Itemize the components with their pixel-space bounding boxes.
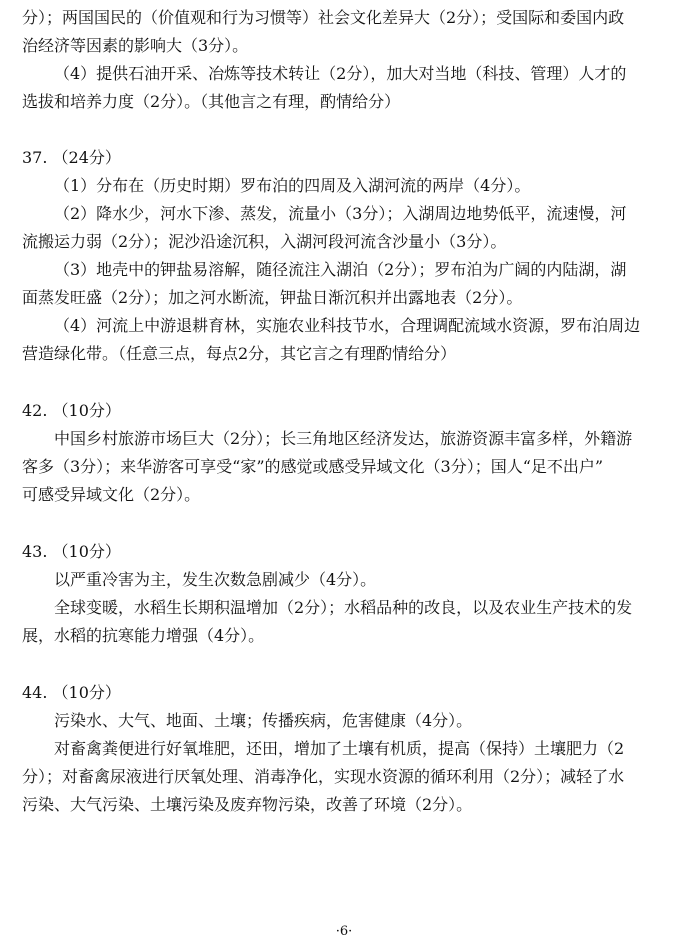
question-heading: 43. （10分） xyxy=(22,542,121,561)
text-line: 对畜禽粪便进行好氧堆肥，还田，增加了土壤有机质，提高（保持）土壤肥力（2 xyxy=(54,739,625,758)
text-line: 中国乡村旅游市场巨大（2分）；长三角地区经济发达，旅游资源丰富多样，外籍游 xyxy=(54,429,633,448)
text-line: （4）提供石油开采、冶炼等技术转让（2分），加大对当地（科技、管理）人才的 xyxy=(54,64,627,83)
text-line: 展，水稻的抗寒能力增强（4分）。 xyxy=(22,626,265,645)
text-line: 客多（3分）；来华游客可享受“家”的感觉或感受异域文化（3分）；国人“足不出户” xyxy=(22,457,604,476)
text-line: 可感受异域文化（2分）。 xyxy=(22,485,201,504)
text-line: 选拔和培养力度（2分）。（其他言之有理，酌情给分） xyxy=(22,92,401,111)
text-line: 流搬运力弱（2分）；泥沙沿途沉积，入湖河段河流含沙量小（3分）。 xyxy=(22,232,507,251)
text-line: 全球变暖，水稻生长期积温增加（2分）；水稻品种的改良，以及农业生产技术的发 xyxy=(54,598,633,617)
text-line: 营造绿化带。（任意三点，每点2分，其它言之有理酌情给分） xyxy=(22,344,457,363)
text-line: （2）降水少，河水下渗、蒸发，流量小（3分）；入湖周边地势低平，流速慢，河 xyxy=(54,204,627,223)
text-line: 分）；两国国民的（价值观和行为习惯等）社会文化差异大（2分）；受国际和委国内政 xyxy=(22,8,625,27)
text-line: （4）河流上中游退耕育林，实施农业科技节水，合理调配流域水资源，罗布泊周边 xyxy=(54,316,641,335)
text-line: 以严重冷害为主，发生次数急剧减少（4分）。 xyxy=(54,570,377,589)
answer-continuation xyxy=(22,4,670,116)
question-heading: 37. （24分） xyxy=(22,148,121,167)
answer-44 xyxy=(22,679,670,819)
page-number: ·6· xyxy=(335,924,353,939)
text-line: （3）地壳中的钾盐易溶解，随径流注入湖泊（2分）；罗布泊为广阔的内陆湖，湖 xyxy=(54,260,627,279)
text-line: 治经济等因素的影响大（3分）。 xyxy=(22,36,249,55)
answer-42 xyxy=(22,397,670,509)
text-line: 面蒸发旺盛（2分）；加之河水断流，钾盐日渐沉积并出露地表（2分）。 xyxy=(22,288,523,307)
question-heading: 44. （10分） xyxy=(22,683,121,702)
question-heading: 42. （10分） xyxy=(22,401,121,420)
answer-43 xyxy=(22,538,670,650)
text-line: 污染、大气污染、土壤污染及废弃物污染，改善了环境（2分）。 xyxy=(22,795,473,814)
answer-37 xyxy=(22,144,670,368)
text-line: 污染水、大气、地面、土壤；传播疾病，危害健康（4分）。 xyxy=(54,711,473,730)
text-line: （1）分布在（历史时期）罗布泊的四周及入湖河流的两岸（4分）。 xyxy=(54,176,531,195)
text-line: 分）；对畜禽尿液进行厌氧处理、消毒净化，实现水资源的循环利用（2分）；减轻了水 xyxy=(22,767,625,786)
